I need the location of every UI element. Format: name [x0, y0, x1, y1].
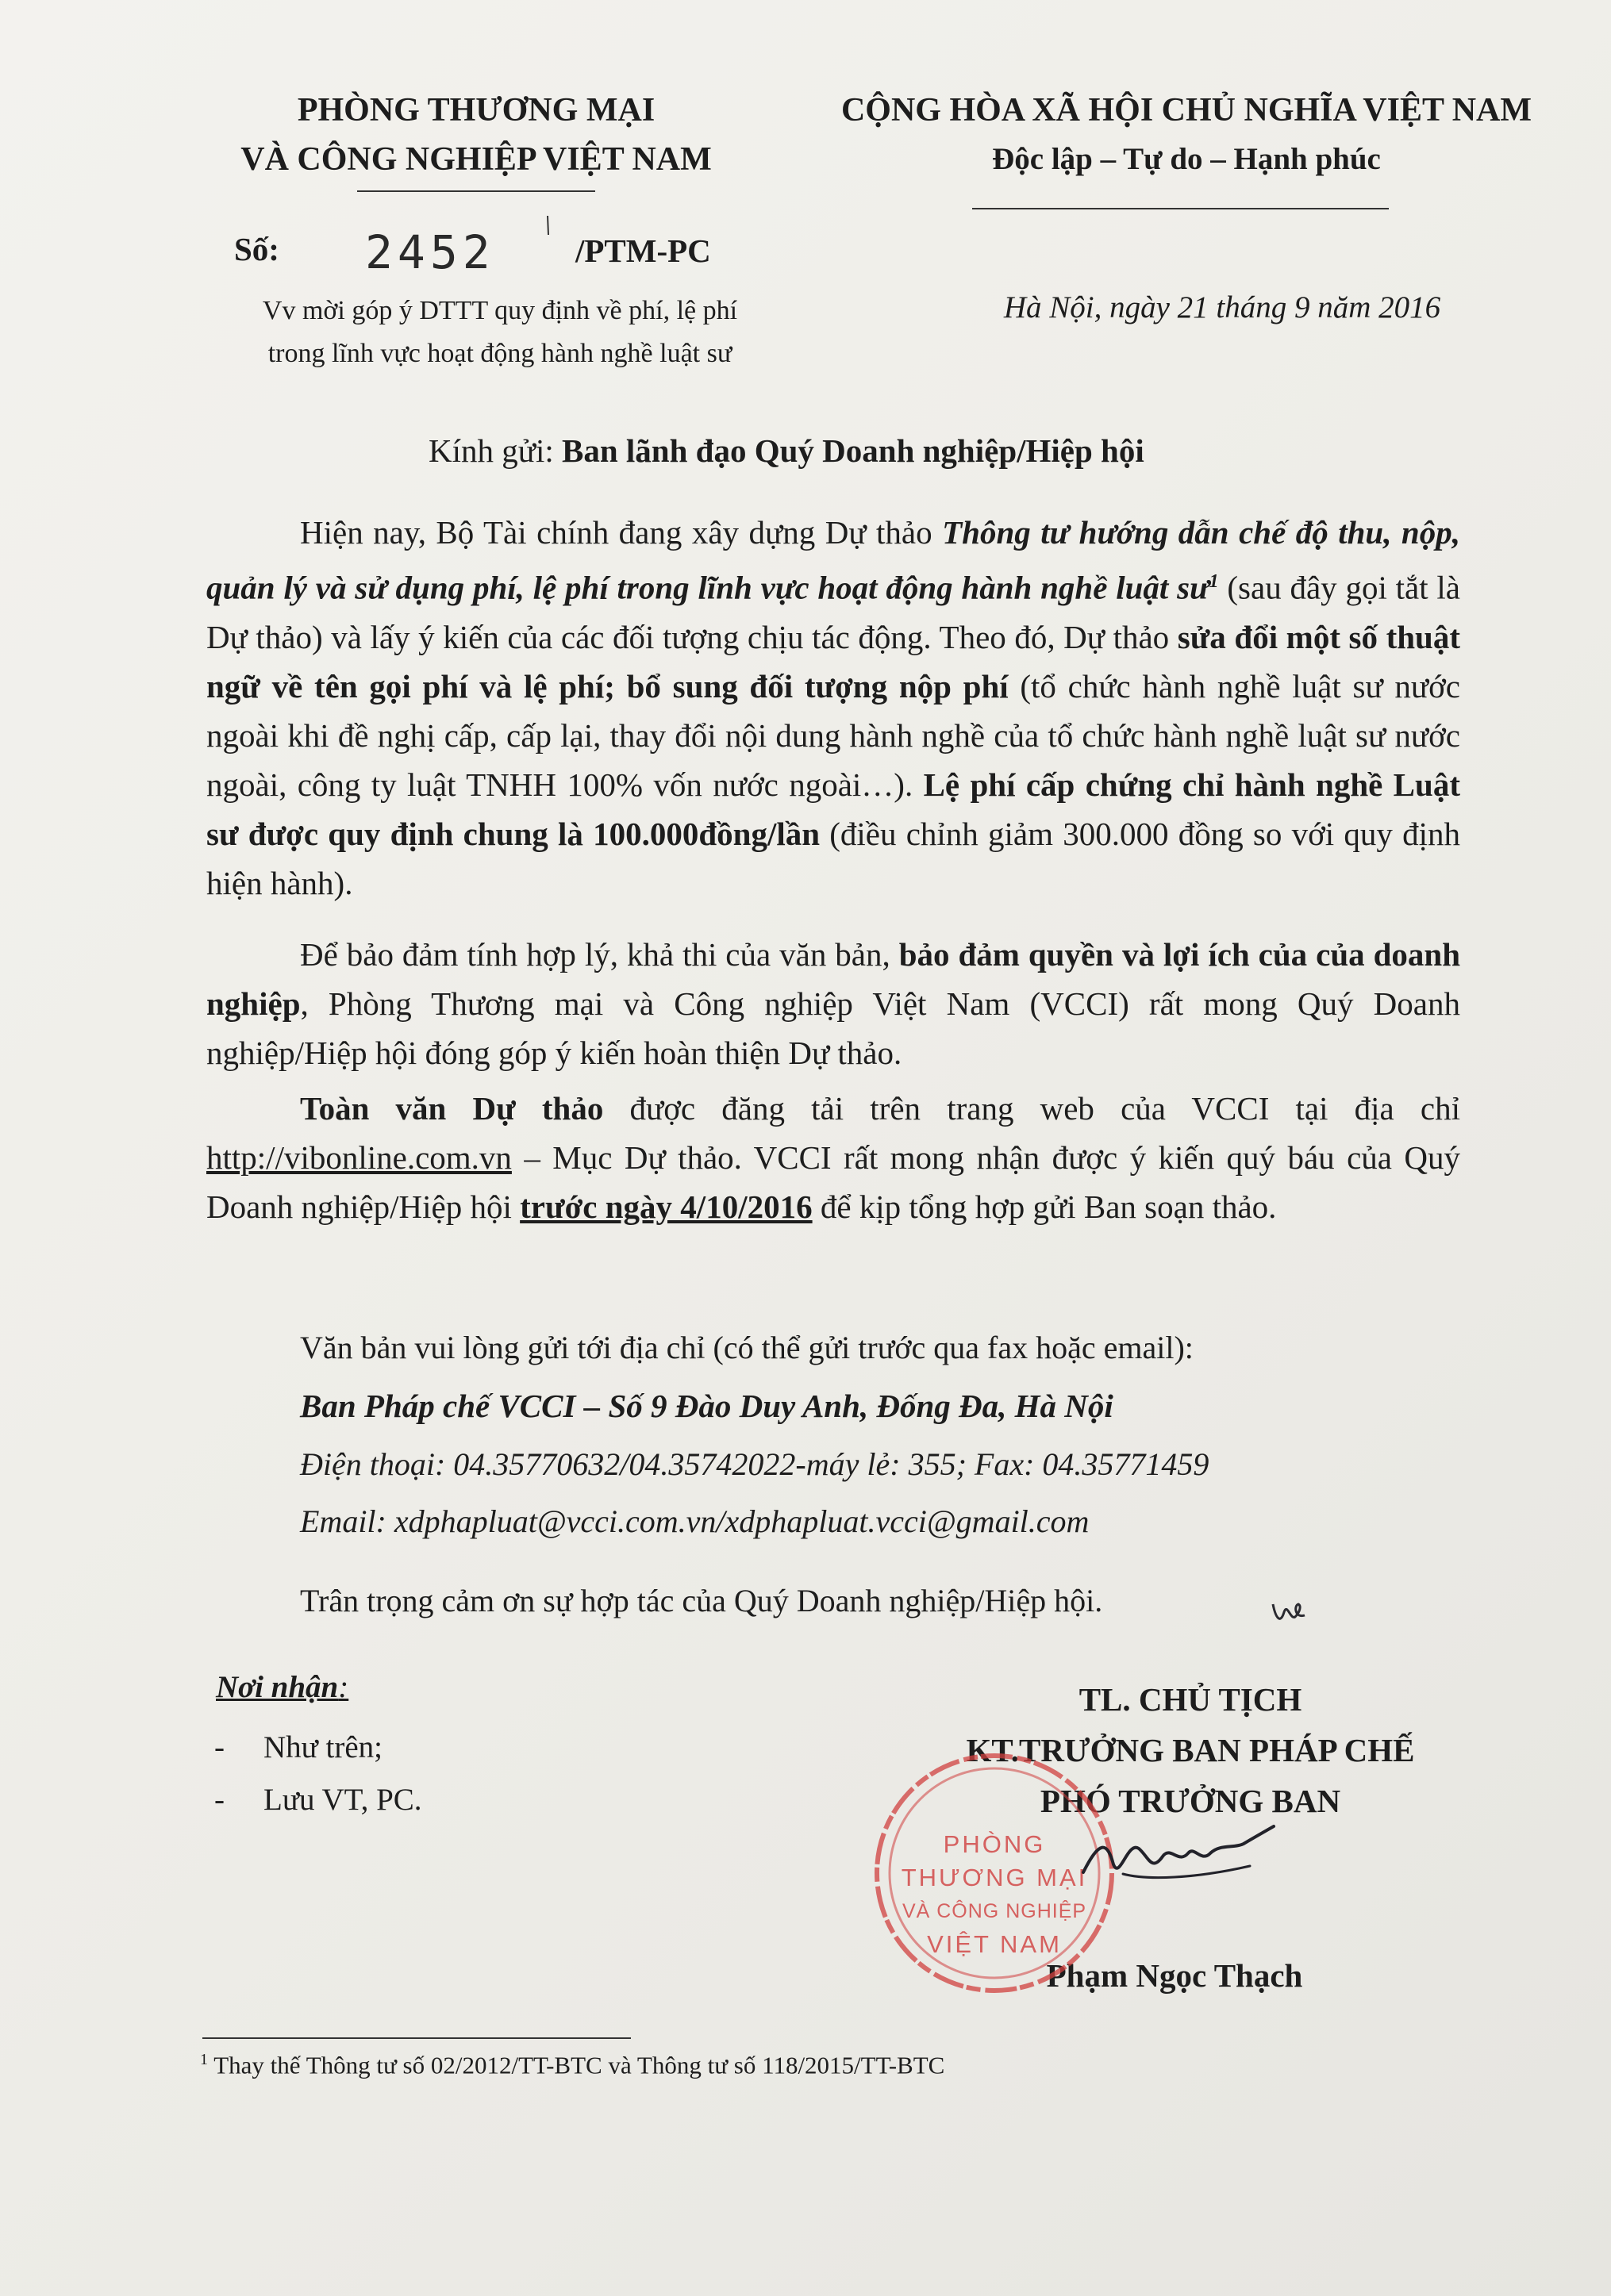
issuer-line1: PHÒNG THƯƠNG MẠI: [297, 92, 656, 129]
send-intro: Văn bản vui lòng gửi tới địa chỉ (có thể gửi trước qua fax hoặc email):: [300, 1330, 1194, 1365]
p2-text-2: , Phòng Thương mại và Công nghiệp Việt Nam (VCCI) rất mong Quý Doanh nghiệp/Hiệp hội đóng góp ý kiến hoàn thiện Dự thảo.: [206, 985, 1460, 1071]
issuer-underline: [357, 190, 595, 192]
national-header: [809, 86, 1563, 184]
handwritten-initials: [1267, 1588, 1314, 1636]
closing-line: Trân trọng cảm ơn sự hợp tác của Quý Doanh nghiệp/Hiệp hội.: [300, 1583, 1103, 1618]
phone-fax: Điện thoại: 04.35770632/04.35742022-máy lẻ: 355; Fax: 04.35771459: [300, 1446, 1209, 1482]
p3-text-3: để kịp tổng hợp gửi Ban soạn thảo.: [812, 1188, 1277, 1225]
subject-line2: trong lĩnh vực hoạt động hành nghề luật sư: [267, 339, 732, 368]
recipient-item: - Như trên;: [214, 1730, 383, 1764]
doc-number-value: 2452: [365, 225, 495, 279]
paragraph-2: [206, 930, 1460, 1077]
footnote-text: Thay thế Thông tư số 02/2012/TT-BTC và Thông tư số 118/2015/TT-BTC: [208, 2051, 945, 2079]
vibonline-link[interactable]: http://vibonline.com.vn: [206, 1138, 512, 1176]
doc-number-label: Số:: [234, 231, 279, 267]
p3-text-1: được đăng tải trên trang web của VCCI tại địa chỉ: [603, 1089, 1461, 1127]
stamp-line1: PHÒNG: [943, 1830, 1046, 1858]
p1-bold-1: sửa đổi một số thuật ngữ về tên gọi phí và lệ phí; bổ sung đối tượng nộp phí: [206, 618, 1460, 705]
footnote: [200, 2051, 944, 2079]
subject-line1: Vv mời góp ý DTTT quy định về phí, lệ phí: [262, 296, 738, 325]
p1-draft-title: Thông tư hướng dẫn chế độ thu, nộp, quản lý và sử dụng phí, lệ phí trong lĩnh vực hoạt động hành nghề luật sư: [206, 514, 1460, 606]
motto-underline: [972, 208, 1389, 209]
recipients-title: [216, 1669, 348, 1705]
signature-line1: TL. CHỦ TỊCH: [1078, 1681, 1302, 1718]
recipient-item-text: Lưu VT, PC.: [263, 1783, 422, 1817]
p2-text-1: Để bảo đảm tính hợp lý, khả thi của văn bản,: [300, 935, 899, 973]
p1-text-3: (tổ chức hành nghề luật sư nước ngoài khi đề nghị cấp, cấp lại, thay đổi nội dung hành nghề của tổ chức hành nghề luật sư nước ngoài, công ty luật TNHH 100% vốn nước ngoài…).: [206, 667, 1460, 803]
recipient-item: - Lưu VT, PC.: [214, 1783, 422, 1817]
p1-bold-2: Lệ phí cấp chứng chỉ hành nghề Luật sư được quy định chung là 100.000đồng/lần: [206, 766, 1460, 852]
issuer-header: [147, 86, 806, 184]
stamp-line3: VÀ CÔNG NGHIỆP: [902, 1900, 1087, 1922]
subject-block: [190, 290, 809, 375]
recipients-title-text: Nơi nhận: [216, 1670, 339, 1704]
salutation: [429, 432, 1144, 470]
stamp-line2: THƯƠNG MẠI: [901, 1864, 1088, 1891]
stamp-line4: VIỆT NAM: [927, 1930, 1062, 1958]
footnote-number: 1: [200, 2051, 208, 2068]
p1-text-1: Hiện nay, Bộ Tài chính đang xây dựng Dự thảo: [300, 514, 943, 551]
recipients-colon: :: [338, 1670, 349, 1704]
email: Email: xdphapluat@vcci.com.vn/xdphapluat.vcci@gmail.com: [300, 1503, 1090, 1539]
signature-line3: PHÓ TRƯỞNG BAN: [1040, 1783, 1341, 1819]
paragraph-3: [206, 1084, 1460, 1231]
salutation-prefix: Kính gửi:: [429, 432, 563, 469]
footnote-rule: [202, 2037, 631, 2039]
national-title: CỘNG HÒA XÃ HỘI CHỦ NGHĨA VIỆT NAM: [840, 92, 1532, 129]
handwritten-signature: [1075, 1817, 1282, 1904]
p3-bold: Toàn văn Dự thảo: [300, 1089, 604, 1127]
letter-body: [206, 508, 1460, 1231]
salutation-recipient: Ban lãnh đạo Quý Doanh nghiệp/Hiệp hội: [562, 432, 1144, 469]
pen-tick-mark: [544, 214, 552, 238]
paragraph-1: [206, 508, 1460, 908]
p1-text-2: (sau đây gọi tắt là Dự thảo) và lấy ý kiến của các đối tượng chịu tác động. Theo đó, Dự thảo: [206, 569, 1460, 655]
stamp-text: [895, 1828, 1094, 1961]
national-motto: Độc lập – Tự do – Hạnh phúc: [992, 142, 1381, 176]
recipient-item-text: Như trên;: [263, 1730, 383, 1764]
date-line: Hà Nội, ngày 21 tháng 9 năm 2016: [1003, 290, 1441, 324]
issuer-line2: VÀ CÔNG NGHIỆP VIỆT NAM: [240, 141, 712, 178]
doc-number-suffix: /PTM-PC: [575, 232, 711, 269]
p3-text-2: – Mục Dự thảo. VCCI rất mong nhận được ý kiến quý báu của Quý Doanh nghiệp/Hiệp hội: [206, 1138, 1460, 1225]
signer-name: Phạm Ngọc Thạch: [1046, 1957, 1303, 1994]
p2-bold: bảo đảm quyền và lợi ích của của doanh nghiệp: [206, 935, 1460, 1022]
footnote-ref: 1: [1209, 571, 1219, 592]
signature-line2: KT.TRƯỞNG BAN PHÁP CHẾ: [966, 1732, 1415, 1768]
p1-text-4: (điều chỉnh giảm 300.000 đồng so với quy định hiện hành).: [206, 815, 1460, 901]
deadline: trước ngày 4/10/2016: [520, 1188, 813, 1225]
address: Ban Pháp chế VCCI – Số 9 Đào Duy Anh, Đống Đa, Hà Nội: [300, 1388, 1113, 1424]
